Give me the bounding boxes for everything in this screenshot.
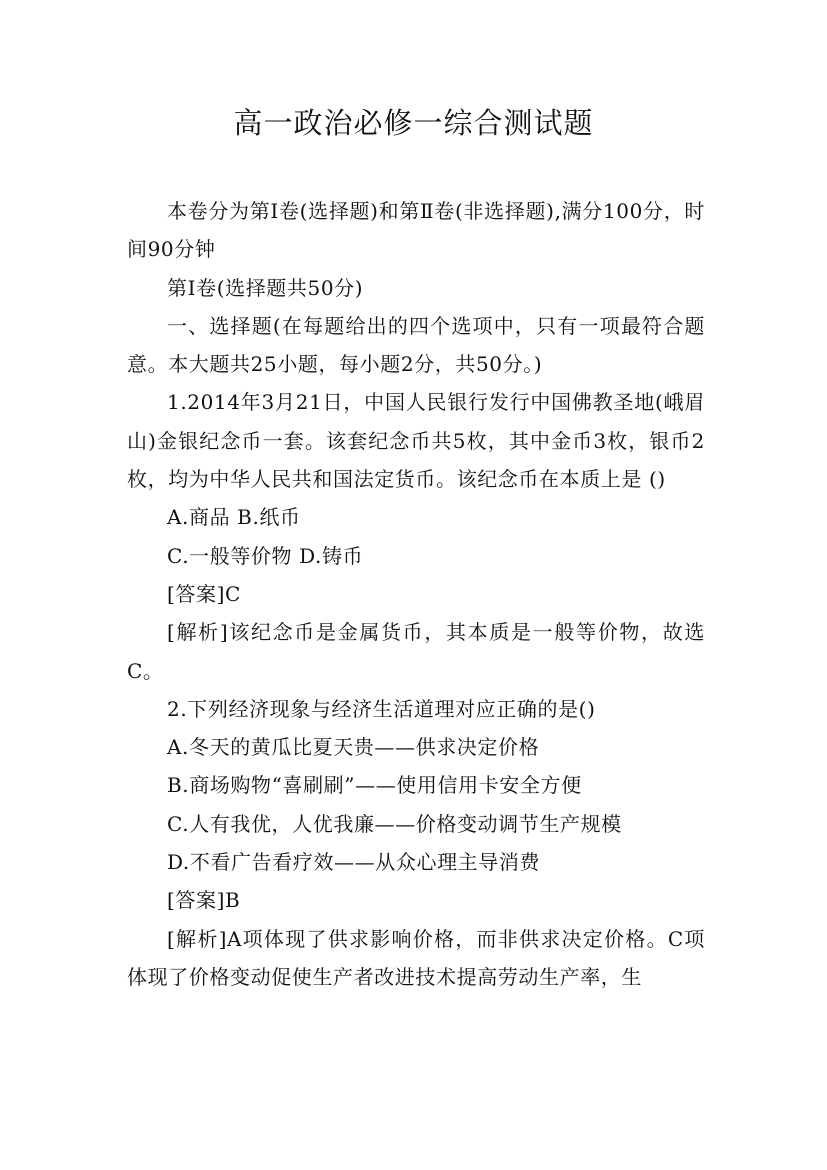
exam-intro: 本卷分为第Ⅰ卷(选择题)和第Ⅱ卷(非选择题),满分100分，时间90分钟 bbox=[127, 199, 705, 262]
section-heading: 第Ⅰ卷(选择题共50分) bbox=[167, 275, 364, 300]
question-2-answer: [答案]B bbox=[167, 888, 241, 913]
question-2-stem: 2.下列经济现象与经济生活道理对应正确的是() bbox=[167, 696, 596, 721]
document-title: 高一政治必修一综合测试题 bbox=[233, 106, 594, 140]
question-1-options-ab: A.商品 B.纸币 bbox=[167, 505, 301, 530]
question-1-stem: 1.2014年3月21日，中国人民银行发行中国佛教圣地(峨眉山)金银纪念币一套。该套纪念币共5枚，其中金币3枚，银币2枚，均为中华人民共和国法定货币。该纪念币在本质上是 () bbox=[127, 390, 705, 492]
question-1-options-cd: C.一般等价物 D.铸币 bbox=[167, 543, 364, 568]
question-2-option-c: C.人有我优，人优我廉——价格变动调节生产规模 bbox=[167, 811, 622, 836]
document-body bbox=[127, 192, 705, 996]
question-2-option-a: A.冬天的黄瓜比夏天贵——供求决定价格 bbox=[167, 735, 540, 760]
question-2-option-d: D.不看广告看疗效——从众心理主导消费 bbox=[167, 850, 541, 875]
question-instructions: 一、选择题(在每题给出的四个选项中，只有一项最符合题意。本大题共25小题，每小题2分，共50分。) bbox=[127, 313, 705, 377]
question-1-answer: [答案]C bbox=[167, 581, 241, 606]
question-2-option-b: B.商场购物“喜刷刷”——使用信用卡安全方便 bbox=[167, 773, 582, 798]
question-1-analysis: [解析]该纪念币是金属货币，其本质是一般等价物，故选C。 bbox=[127, 620, 705, 683]
question-2-analysis: [解析]A项体现了供求影响价格，而非供求决定价格。C项体现了价格变动促使生产者改进技术提高劳动生产率，生 bbox=[127, 926, 705, 989]
